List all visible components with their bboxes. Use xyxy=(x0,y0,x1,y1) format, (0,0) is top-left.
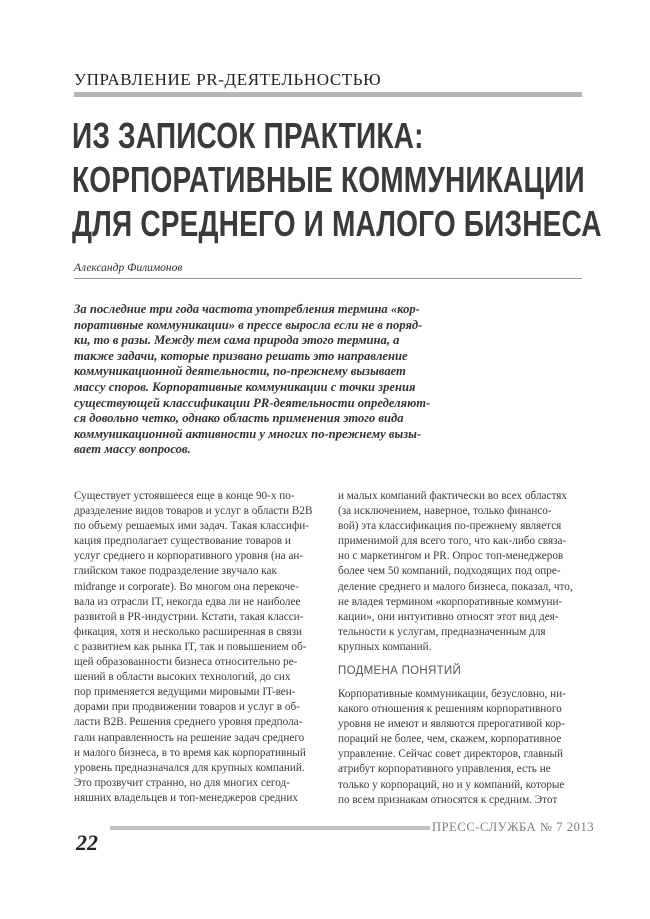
body-line: кация предполагает существование товаров и xyxy=(74,535,291,548)
section-header: УПРАВЛЕНИЕ PR-ДЕЯТЕЛЬНОСТЬЮ xyxy=(74,70,382,89)
lead-line: массу споров. Корпоративные коммуникации с точки зрения xyxy=(74,379,416,394)
body-line: применимой для всего того, что как-либо связа- xyxy=(338,535,567,548)
body-line: Корпоративные коммуникации, безусловно, ни- xyxy=(338,688,566,700)
body-column-right-continued xyxy=(338,687,582,808)
page-number: 22 xyxy=(76,830,98,855)
body-line: деление среднего и малого бизнеса, показал, что, xyxy=(338,580,573,593)
body-line: развитой в PR-индустрии. Кстати, такая класси- xyxy=(74,610,304,623)
body-line: и малого бизнеса, в то время как корпоративный xyxy=(74,746,306,759)
body-line: Существует устоявшееся еще в конце 90-х по- xyxy=(74,490,295,502)
body-line: пор применяется ведущими мировыми IT-вен- xyxy=(74,686,296,699)
lead-paragraph xyxy=(74,302,458,458)
body-line: уровень предназначался для крупных компаний. xyxy=(74,761,305,774)
body-column-right xyxy=(338,489,582,655)
body-line: услуг среднего и корпоративного уровня (на ан- xyxy=(74,550,304,563)
lead-line: существующей классификации PR-деятельности определяют- xyxy=(74,395,431,410)
body-line: с развитием как рынка IT, так и повышением об- xyxy=(74,640,307,653)
journal-issue: ПРЕСС-СЛУЖБА № 7 2013 xyxy=(432,820,595,834)
body-line: кации», они интуитивно относят этот вид дея- xyxy=(338,610,559,623)
body-line: щей образованности бизнеса относительно ре- xyxy=(74,656,298,669)
body-line: глийском такое подразделение звучало как xyxy=(74,565,277,578)
body-line: крупных компаний. xyxy=(338,640,432,653)
body-line: фикация, хотя и несколько расширенная в связи xyxy=(74,625,303,638)
body-line: шений в области высоких технологий, до сих xyxy=(74,671,291,684)
body-line: не владея термином «корпоративные коммуни- xyxy=(338,595,563,608)
body-line: более чем 50 компаний, подходящих под опре- xyxy=(338,565,561,578)
body-line: гали направленность на решение задач среднего xyxy=(74,731,305,744)
section-divider xyxy=(74,92,582,97)
body-line: тельности к услугам, предназначенным для xyxy=(338,625,546,638)
body-column-left xyxy=(74,489,318,806)
lead-line: также задачи, которые призвано решать это направление xyxy=(74,348,408,363)
body-line: вой) эта классификация по-прежнему является xyxy=(338,520,562,533)
lead-line: коммуникационной активности у многих по-прежнему вызы- xyxy=(74,426,422,441)
body-line: но с маркетингом и PR. Опрос топ-менеджеров xyxy=(338,550,564,563)
body-line: midrange и corporate). Во многом она перекоче- xyxy=(74,580,299,593)
body-line: атрибут корпоративного управления, есть не xyxy=(338,763,551,776)
lead-line: ся довольно четко, однако область применения этого вида xyxy=(74,411,404,426)
article-title-line-1: ИЗ ЗАПИСОК ПРАКТИКА: xyxy=(72,115,424,156)
body-line: и малых компаний фактически во всех областях xyxy=(338,490,567,502)
body-line: (за исключением, наверное, только финансо- xyxy=(338,505,552,518)
body-line: пораций не более, чем, скажем, корпоративное xyxy=(338,733,562,746)
article-title-line-3: ДЛЯ СРЕДНЕГО И МАЛОГО БИЗНЕСА xyxy=(72,203,602,244)
footer-divider xyxy=(110,826,430,830)
body-line: управление. Сейчас совет директоров, главный xyxy=(338,748,563,761)
body-line: дразделение видов товаров и услуг в области B2B xyxy=(74,505,313,518)
article-title-line-2: КОРПОРАТИВНЫЕ КОММУНИКАЦИИ xyxy=(72,159,585,200)
body-line: ласти B2B. Решения среднего уровня предпола- xyxy=(74,716,303,729)
body-line: только у корпораций, но и у компаний, которые xyxy=(338,778,565,791)
lead-line: ки, то в разы. Между тем сама природа этого термина, а xyxy=(74,333,400,348)
lead-line: коммуникационной деятельности, по-прежнему вызывает xyxy=(74,364,406,379)
body-line: дорами при продвижении товаров и услуг в об- xyxy=(74,701,300,714)
body-line: уровня не имеют и являются прерогативой кор- xyxy=(338,718,565,731)
body-line: вала из отрасли IT, некогда едва ли не наиболее xyxy=(74,595,301,608)
body-line: Это прозвучит странно, но для многих сегод- xyxy=(74,776,290,789)
author-name: Александр Филимонов xyxy=(74,262,183,274)
body-line: какого отношения к решениям корпоративного xyxy=(338,703,562,716)
lead-line: вает массу вопросов. xyxy=(74,442,191,457)
body-line: по всем признакам относятся к средним. Этот xyxy=(338,793,558,806)
author-divider xyxy=(74,278,582,279)
lead-line: За последние три года частота употребления термина «кор- xyxy=(74,302,420,316)
subheading: ПОДМЕНА ПОНЯТИЙ xyxy=(338,665,462,677)
body-line: по объему решаемых ими задач. Такая классифи- xyxy=(74,520,309,533)
body-line: няшних владельцев и топ-менеджеров средних xyxy=(74,791,298,804)
lead-line: поративные коммуникации» в прессе выросла если не в поряд- xyxy=(74,317,423,332)
